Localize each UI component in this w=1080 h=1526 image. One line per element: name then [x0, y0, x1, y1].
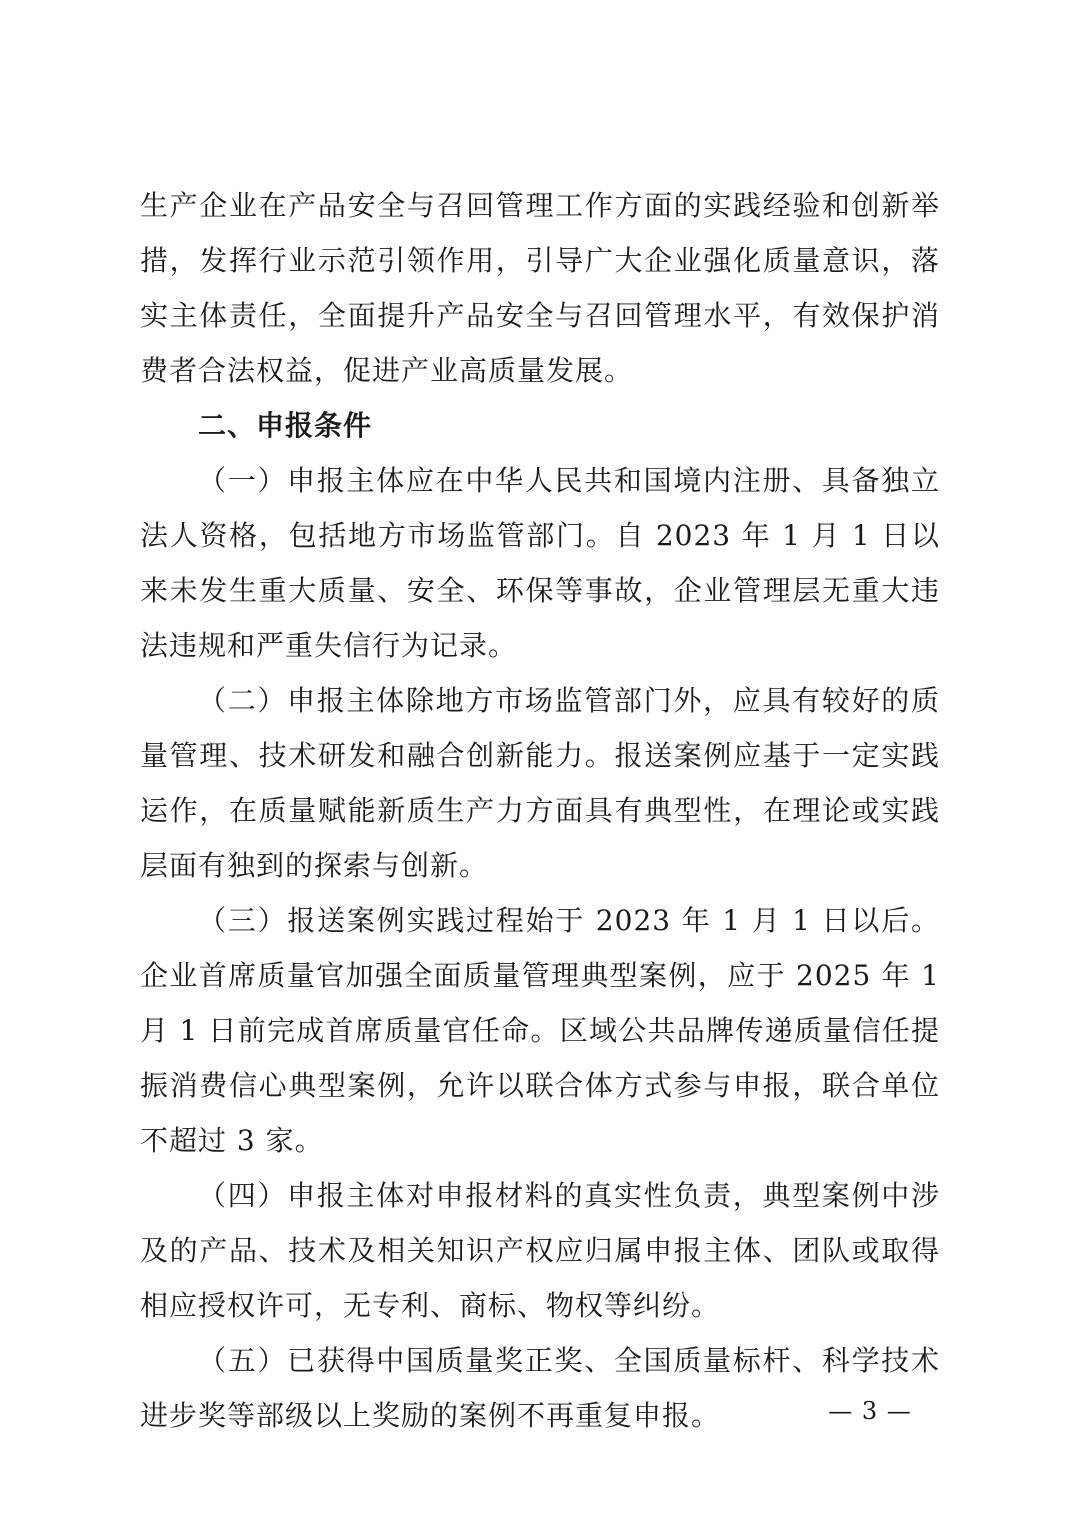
condition-paragraph-5: （五）已获得中国质量奖正奖、全国质量标杆、科学技术进步奖等部级以上奖励的案例不再重复申报。 [140, 1344, 940, 1432]
condition-paragraph-3: （三）报送案例实践过程始于 2023 年 1 月 1 日以后。企业首席质量官加强全面质量管理典型案例，应于 2025 年 1 月 1 日前完成首席质量官任命。区域公共品牌传递质量信任提振消费信心典型案例，允许以联合体方式参与申报，联合单位不超过 3 家。 [140, 904, 940, 1157]
condition-paragraph-2: （二）申报主体除地方市场监管部门外，应具有较好的质量管理、技术研发和融合创新能力。报送案例应基于一定实践运作，在质量赋能新质生产力方面具有典型性，在理论或实践层面有独到的探索与创新。 [140, 684, 940, 882]
condition-paragraph-1: （一）申报主体应在中华人民共和国境内注册、具备独立法人资格，包括地方市场监管部门。自 2023 年 1 月 1 日以来未发生重大质量、安全、环保等事故，企业管理层无重大违法违规和严重失信行为记录。 [140, 464, 940, 662]
condition-paragraph-4: （四）申报主体对申报材料的真实性负责，典型案例中涉及的产品、技术及相关知识产权应归属申报主体、团队或取得相应授权许可，无专利、商标、物权等纠纷。 [140, 1179, 940, 1322]
document-body [140, 178, 940, 1443]
page-number: — 3 — [828, 1397, 912, 1425]
intro-paragraph: 生产企业在产品安全与召回管理工作方面的实践经验和创新举措，发挥行业示范引领作用，引导广大企业强化质量意识，落实主体责任，全面提升产品安全与召回管理水平，有效保护消费者合法权益，促进产业高质量发展。 [140, 189, 940, 387]
section-heading: 二、申报条件 [198, 409, 373, 442]
